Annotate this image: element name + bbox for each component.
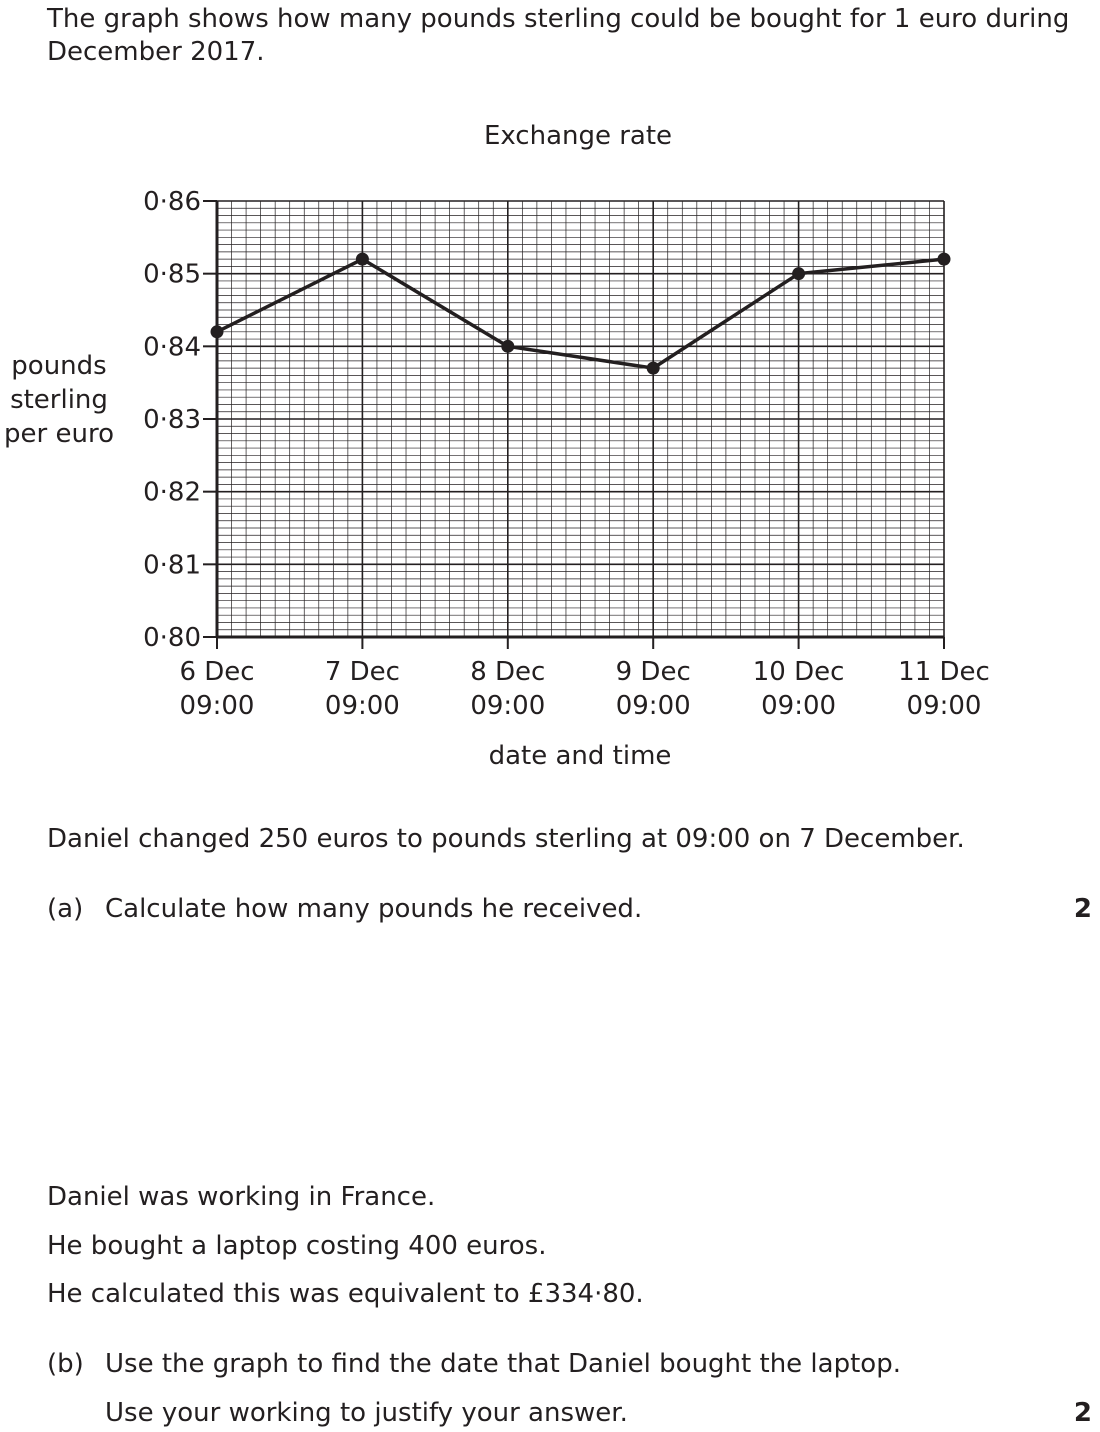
info-line-3: He calculated this was equivalent to £334·80.: [47, 1279, 644, 1309]
data-point: [501, 340, 514, 353]
x-axis-ticks: [179, 637, 989, 721]
y-tick-label: 0·86: [143, 187, 201, 217]
x-tick-date: 7 Dec: [324, 657, 400, 687]
context-text: Daniel changed 250 euros to pounds sterling at 09:00 on 7 December.: [47, 824, 965, 854]
part-b-label: (b): [47, 1349, 84, 1379]
y-tick-label: 0·83: [143, 405, 201, 435]
info-line-2: He bought a laptop costing 400 euros.: [47, 1231, 547, 1261]
x-tick-time: 09:00: [615, 691, 691, 721]
data-point: [356, 253, 369, 266]
x-tick-date: 6 Dec: [179, 657, 255, 687]
info-line-1: Daniel was working in France.: [47, 1182, 436, 1212]
x-tick-time: 09:00: [761, 691, 837, 721]
part-b-line-1: Use the graph to find the date that Daniel bought the laptop.: [105, 1349, 901, 1379]
x-tick-time: 09:00: [179, 691, 255, 721]
y-axis-label-line: pounds: [11, 351, 107, 381]
y-tick-label: 0·81: [143, 550, 201, 581]
x-tick-time: 09:00: [470, 691, 546, 721]
intro-line-1: The graph shows how many pounds sterling could be bought for 1 euro during: [47, 4, 1070, 34]
y-tick-label: 0·84: [143, 332, 201, 363]
part-a-text: Calculate how many pounds he received.: [105, 894, 643, 924]
y-axis-label-line: per euro: [4, 419, 114, 449]
data-point: [647, 362, 660, 375]
data-point: [938, 253, 951, 266]
x-tick-date: 11 Dec: [898, 657, 990, 687]
x-tick-date: 9 Dec: [615, 657, 691, 687]
x-tick-date: 8 Dec: [470, 657, 546, 687]
y-axis-label: [4, 351, 114, 449]
y-axis-label-line: sterling: [10, 385, 108, 415]
part-a-marks: 2: [1073, 894, 1092, 924]
x-axis-label: date and time: [488, 741, 672, 771]
y-tick-label: 0·82: [143, 477, 201, 508]
part-b-marks: 2: [1073, 1398, 1092, 1428]
x-tick-time: 09:00: [906, 691, 982, 721]
part-a-label: (a): [47, 894, 84, 924]
part-b-line-2: Use your working to justify your answer.: [105, 1398, 628, 1428]
x-tick-date: 10 Dec: [752, 657, 845, 687]
data-point: [211, 325, 224, 338]
data-point: [792, 267, 805, 280]
y-axis-ticks: [143, 187, 217, 653]
chart-title: Exchange rate: [483, 121, 673, 151]
y-tick-label: 0·85: [143, 259, 201, 290]
y-tick-label: 0·80: [143, 623, 201, 653]
intro-line-2: December 2017.: [47, 37, 265, 67]
x-tick-time: 09:00: [324, 691, 400, 721]
